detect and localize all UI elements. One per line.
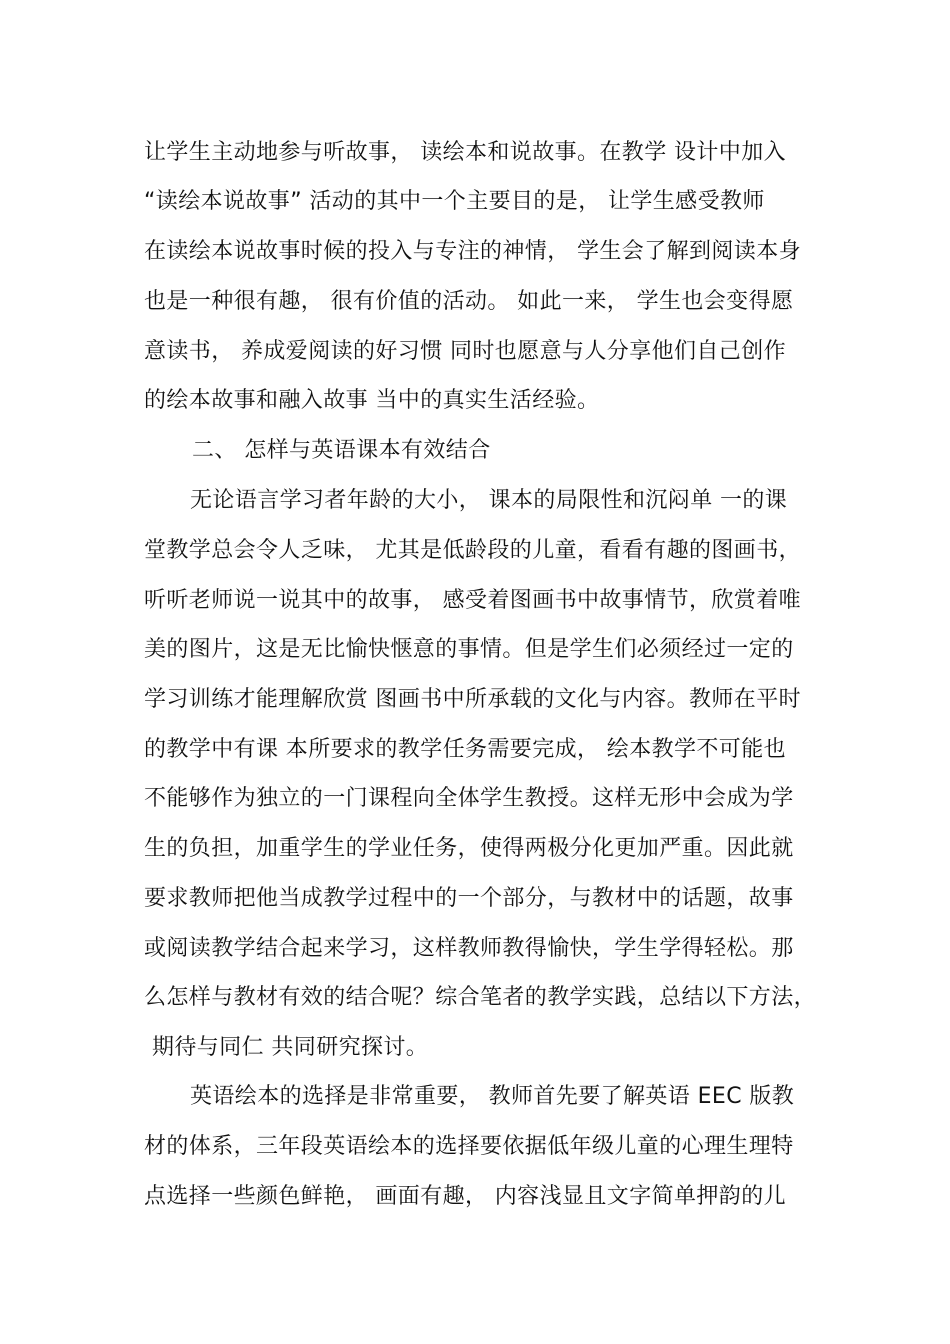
- text-line: 要求教师把他当成教学过程中的一个部分，与教材中的话题，故事: [144, 886, 794, 911]
- text-line: 学习训练才能理解欣赏 图画书中所承载的文化与内容。教师在平时: [144, 687, 801, 712]
- text-line: 么怎样与教材有效的结合呢？综合笔者的教学实践，总结以下方法，: [144, 985, 817, 1010]
- text-line: 意读书， 养成爱阅读的好习惯 同时也愿意与人分享他们自己创作: [144, 339, 786, 364]
- text-line: 堂教学总会令人乏味， 尤其是低龄段的儿童，看看有趣的图画书，: [144, 538, 801, 563]
- text-line: 英语绘本的选择是非常重要， 教师首先要了解英语 EEC 版教: [190, 1084, 795, 1109]
- section-heading: 二、 怎样与英语课本有效结合: [192, 438, 491, 463]
- text-line: 也是一种很有趣， 很有价值的活动。 如此一来， 学生也会变得愿: [144, 289, 794, 314]
- text-line: 生的负担，加重学生的学业任务，使得两极分化更加严重。因此就: [144, 836, 794, 861]
- text-line: 材的体系，三年段英语绘本的选择要依据低年级儿童的心理生理特: [144, 1134, 794, 1159]
- text-line: 不能够作为独立的一门课程向全体学生教授。这样无形中会成为学: [144, 786, 794, 811]
- text-line: 点选择一些颜色鲜艳， 画面有趣， 内容浅显且文字简单押韵的儿: [144, 1184, 786, 1209]
- text-line: 美的图片，这是无比愉快惬意的事情。但是学生们必须经过一定的: [144, 637, 794, 662]
- text-line: 在读绘本说故事时候的投入与专注的神情， 学生会了解到阅读本身: [144, 239, 801, 264]
- text-line: “读绘本说故事” 活动的其中一个主要目的是， 让学生感受教师: [144, 189, 765, 214]
- text-line: 让学生主动地参与听故事， 读绘本和说故事。在教学 设计中加入: [144, 140, 786, 165]
- text-line: 听听老师说一说其中的故事， 感受着图画书中故事情节，欣赏着唯: [144, 588, 801, 613]
- text-line: 或阅读教学结合起来学习，这样教师教得愉快，学生学得轻松。那: [144, 936, 794, 961]
- text-line: 的绘本故事和融入故事 当中的真实生活经验。: [144, 388, 600, 413]
- text-line: 无论语言学习者年龄的大小， 课本的局限性和沉闷单 一的课: [190, 488, 788, 513]
- text-line: 期待与同仁 共同研究探讨。: [152, 1035, 429, 1060]
- text-line: 的教学中有课 本所要求的教学任务需要完成， 绘本教学不可能也: [144, 737, 786, 762]
